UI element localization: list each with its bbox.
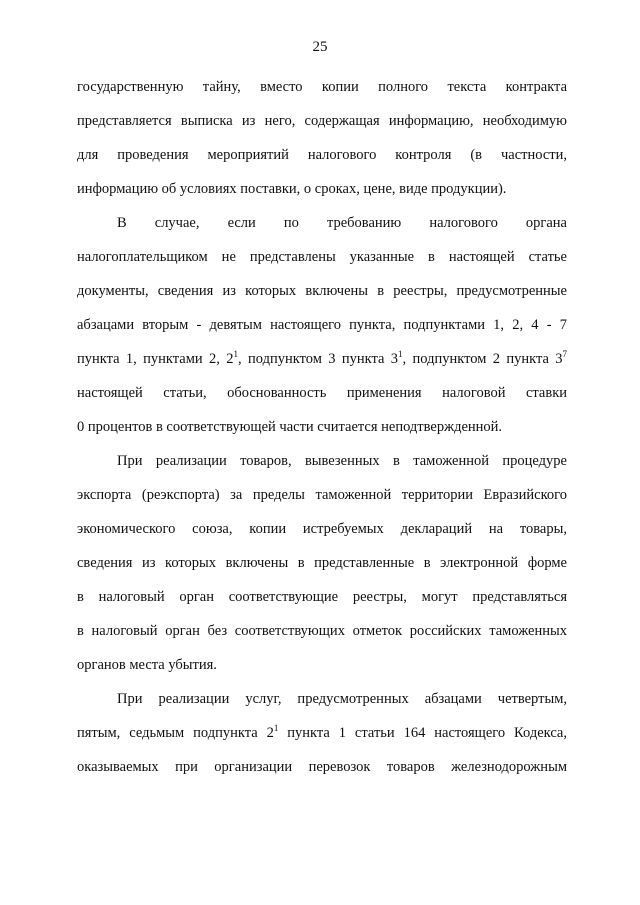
superscript: 1 <box>273 723 279 733</box>
text-line <box>77 722 567 756</box>
text-line <box>77 348 567 382</box>
paragraph <box>77 688 567 790</box>
text-line: документы, сведения из которых включены в реестры, предусмотренные <box>77 283 567 299</box>
text-fragment: пункта 1 статьи 164 настоящего Кодекса, <box>278 725 567 741</box>
text-line: При реализации товаров, вывезенных в таможенной процедуре <box>117 453 567 469</box>
text-line: В случае, если по требованию налогового органа <box>117 215 567 231</box>
text-fragment: пятым, седьмым подпункта 2 <box>77 725 274 741</box>
superscript: 1 <box>233 349 238 359</box>
text-fragment: , подпунктом 2 пункта 3 <box>402 351 563 367</box>
paragraph <box>77 450 567 688</box>
text-fragment: пункта 1, пунктами 2, 2 <box>77 351 234 367</box>
text-line: в налоговый орган без соответствующих отметок российских таможенных <box>77 623 567 639</box>
text-line: экономического союза, копии истребуемых деклараций на товары, <box>77 521 567 537</box>
text-line: экспорта (реэкспорта) за пределы таможенной территории Евразийского <box>77 487 567 503</box>
text-line: государственную тайну, вместо копии полного текста контракта <box>77 79 567 95</box>
text-line: сведения из которых включены в представленные в электронной форме <box>77 555 567 571</box>
text-line: представляется выписка из него, содержащая информацию, необходимую <box>77 113 567 129</box>
superscript: 1 <box>398 349 403 359</box>
text-line: для проведения мероприятий налогового контроля (в частности, <box>77 147 567 163</box>
text-line: абзацами вторым - девятым настоящего пункта, подпунктами 1, 2, 4 - 7 <box>77 317 567 333</box>
paragraph <box>77 212 567 450</box>
text-fragment: , подпунктом 3 пункта 3 <box>238 351 398 367</box>
text-line: оказываемых при организации перевозок товаров железнодорожным <box>77 759 567 775</box>
text-line: органов места убытия. <box>77 657 217 673</box>
page-number: 25 <box>312 39 328 55</box>
paragraph <box>77 76 567 212</box>
document-body <box>77 76 567 790</box>
text-line: 0 процентов в соответствующей части считается неподтвержденной. <box>77 419 503 435</box>
text-line: настоящей статьи, обоснованность применения налоговой ставки <box>77 385 567 401</box>
text-line: налогоплательщиком не представлены указанные в настоящей статье <box>77 249 567 265</box>
text-line: информацию об условиях поставки, о сроках, цене, виде продукции). <box>77 181 507 197</box>
text-line: в налоговый орган соответствующие реестры, могут представляться <box>77 589 567 605</box>
superscript: 7 <box>562 349 567 359</box>
text-line: При реализации услуг, предусмотренных абзацами четвертым, <box>117 691 567 707</box>
